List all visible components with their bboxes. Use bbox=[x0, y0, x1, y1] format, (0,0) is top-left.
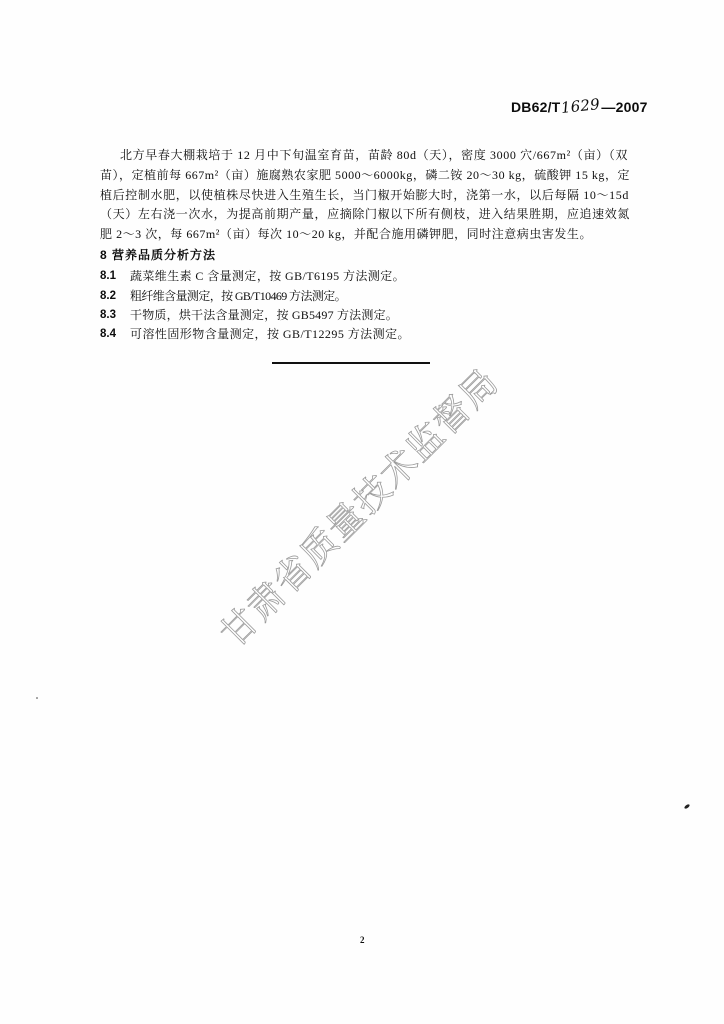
scan-mark bbox=[36, 697, 38, 699]
standard-code-year: —2007 bbox=[601, 99, 648, 115]
item-number: 8.4 bbox=[100, 328, 116, 340]
paragraph-line: 北方早春大棚栽培于 12 月中下旬温室育苗，苗龄 80d（天），密度 3000 穴/667m²（亩）（双 bbox=[120, 148, 628, 162]
end-rule bbox=[272, 362, 430, 364]
watermark-stamp: 甘肃省质量技术监督局 bbox=[213, 361, 508, 656]
scan-mark bbox=[684, 804, 691, 810]
item-number: 8.1 bbox=[100, 270, 116, 282]
section-heading: 8 营养品质分析方法 bbox=[100, 248, 216, 262]
item-text: 粗纤维含量测定，按 GB/T10469 方法测定。 bbox=[130, 289, 346, 303]
item-text: 蔬菜维生素 C 含量测定，按 GB/T6195 方法测定。 bbox=[130, 269, 405, 283]
item-number: 8.2 bbox=[100, 290, 116, 302]
item-text: 干物质，烘干法含量测定，按 GB5497 方法测定。 bbox=[130, 308, 398, 322]
paragraph-line: （天）左右浇一次水，为提高前期产量，应摘除门椒以下所有侧枝，进入结果胜期，应追速效氮 bbox=[100, 207, 630, 221]
standard-code-prefix: DB62/T bbox=[511, 99, 561, 115]
paragraph-line: 肥 2～3 次，每 667m²（亩）每次 10～20 kg，并配合施用磷钾肥，同时注意病虫害发生。 bbox=[100, 227, 592, 241]
standard-code-number-handwritten: 1629 bbox=[560, 95, 602, 117]
paragraph-line: 苗），定植前每 667m²（亩）施腐熟农家肥 5000～6000kg，磷二铵 20～30 kg，硫酸钾 15 kg，定 bbox=[100, 168, 630, 182]
item-number: 8.3 bbox=[100, 309, 116, 321]
paragraph-line: 植后控制水肥，以使植株尽快进入生殖生长，当门椒开始膨大时，浇第一水，以后每隔 10～15d bbox=[100, 188, 629, 202]
item-text: 可溶性固形物含量测定，按 GB/T12295 方法测定。 bbox=[130, 327, 410, 341]
standard-code bbox=[511, 95, 648, 117]
page-number: 2 bbox=[360, 935, 365, 945]
